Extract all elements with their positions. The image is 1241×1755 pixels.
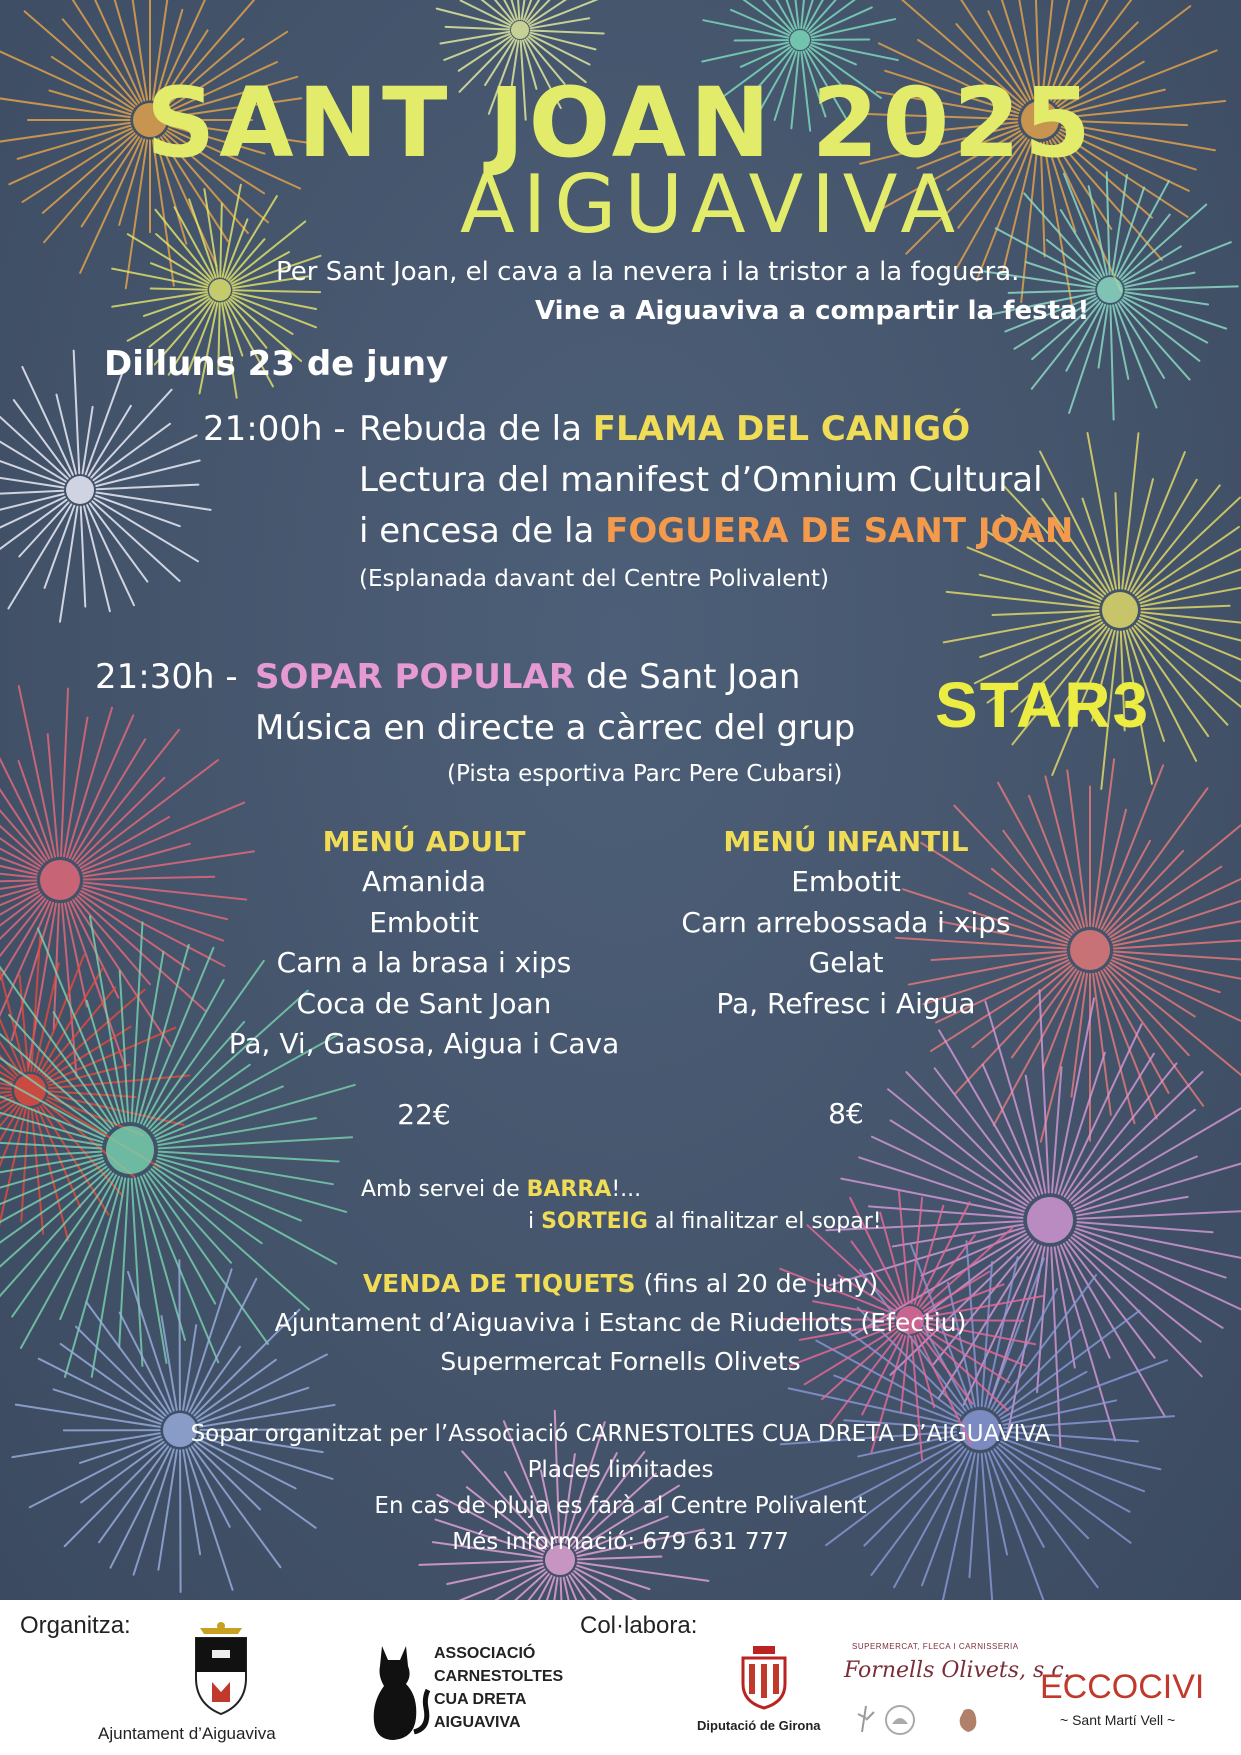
associacio-logo-text: ASSOCIACIÓ CARNESTOLTES CUA DRETA AIGUAVIVA: [434, 1645, 564, 1731]
event1-line3-text: i encesa de la: [359, 511, 595, 551]
menu-adult-item: Amanida: [361, 865, 487, 898]
page-title: SANT JOAN 2025: [146, 67, 1095, 179]
event2-line1-text: de Sant Joan: [585, 657, 801, 697]
invite-text: Vine a Aiguaviva a compartir la festa!: [535, 296, 1090, 326]
page-subtitle: AIGUAVIVA: [460, 158, 964, 251]
menu-adult-item: Pa, Vi, Gasosa, Aigua i Cava: [228, 1027, 620, 1060]
menu-adult-item: Embotit: [369, 905, 479, 939]
collabora-label: Col·labora:: [580, 1612, 698, 1639]
fornells-logo-text: Fornells Olivets, s.c.: [844, 1658, 1071, 1683]
eccocivi-sub-label: ~ Sant Martí Vell ~: [1060, 1712, 1176, 1728]
event-day: Dilluns 23 de juny: [104, 344, 449, 384]
footer-sponsors: [0, 1600, 1241, 1755]
diputacio-shield-icon: [739, 1644, 789, 1710]
menu-adult-title: MENÚ ADULT: [322, 825, 526, 858]
menu-child: [626, 822, 1066, 1134]
tickets-place1: Ajuntament d’Aiguaviva i Estanc de Riudellots (Efectiu): [274, 1308, 967, 1337]
info-limited: Places limitades: [527, 1457, 714, 1483]
firework-burst: [0, 351, 211, 622]
menu-child-item: Gelat: [808, 946, 884, 979]
info-organizer: Sopar organitzat per l’Associació CARNESTOLTES CUA DRETA D’AIGUAVIVA: [190, 1421, 1051, 1447]
event1-line1: [359, 407, 970, 451]
menu-adult: [194, 822, 654, 1135]
menu-child-title: MENÚ INFANTIL: [723, 825, 969, 858]
raffle-highlight: SORTEIG: [541, 1209, 648, 1234]
ajuntament-shield-icon: [190, 1620, 252, 1718]
raffle-line: i SORTEIG al finalitzar el sopar!: [528, 1209, 882, 1234]
info-rain: En cas de pluja es farà al Centre Polivalent: [374, 1493, 867, 1519]
bar-line: Amb servei de BARRA!...: [361, 1177, 642, 1202]
event1-line1-text: Rebuda de la: [359, 409, 582, 449]
menu-adult-price: 22€: [397, 1097, 451, 1131]
event2-time: 21:30h -: [95, 657, 238, 697]
event2-line1: [255, 655, 800, 699]
menu-child-list: [626, 862, 1066, 1024]
event2-location: (Pista esportiva Parc Pere Cubarsi): [447, 761, 843, 787]
organitza-label: Organitza:: [20, 1612, 131, 1639]
menu-adult-item: Coca de Sant Joan: [296, 986, 552, 1020]
event1-location: (Esplanada davant del Centre Polivalent): [359, 566, 829, 592]
foguera-highlight: FOGUERA DE SANT JOAN: [605, 511, 1074, 551]
event1-line2: Lectura del manifest d’Omnium Cultural: [359, 460, 1043, 500]
menu-adult-item: Carn a la brasa i xips: [276, 946, 572, 979]
quote-text: Per Sant Joan, el cava a la nevera i la tristor a la foguera.: [276, 257, 1020, 287]
event1-time: 21:00h -: [203, 409, 346, 449]
menu-child-price: 8€: [828, 1097, 864, 1130]
tickets-place2: Supermercat Fornells Olivets: [440, 1347, 801, 1376]
menu-child-item: Carn arrebossada i xips: [681, 905, 1011, 939]
flama-highlight: FLAMA DEL CANIGÓ: [592, 409, 971, 449]
diputacio-label: Diputació de Girona: [697, 1718, 821, 1733]
bar-highlight: BARRA: [526, 1177, 612, 1202]
fornells-top-label: SUPERMERCAT, FLECA I CARNISSERIA: [852, 1642, 1019, 1651]
cat-icon: [368, 1642, 432, 1746]
tickets-title: VENDA DE TIQUETS: [362, 1269, 636, 1298]
event2-line2: Música en directe a càrrec del grup: [255, 708, 856, 748]
eccocivi-logo-text: ECCOCIVI: [1040, 1668, 1205, 1706]
menu-adult-list: [194, 862, 654, 1065]
sopar-highlight: SOPAR POPULAR: [255, 657, 576, 697]
event1-line3: [359, 509, 1073, 553]
info-contact: Més informació: 679 631 777: [452, 1529, 789, 1555]
tickets-deadline: (fins al 20 de juny): [643, 1269, 879, 1298]
menu-child-item: Pa, Refresc i Aigua: [716, 986, 976, 1020]
band-logo: STAR3: [935, 669, 1151, 741]
fornells-decoration-icon: [852, 1698, 992, 1738]
ajuntament-label: Ajuntament d’Aiguaviva: [98, 1724, 276, 1743]
menu-child-item: Embotit: [791, 865, 901, 898]
tickets-title-line: [0, 1266, 1241, 1302]
